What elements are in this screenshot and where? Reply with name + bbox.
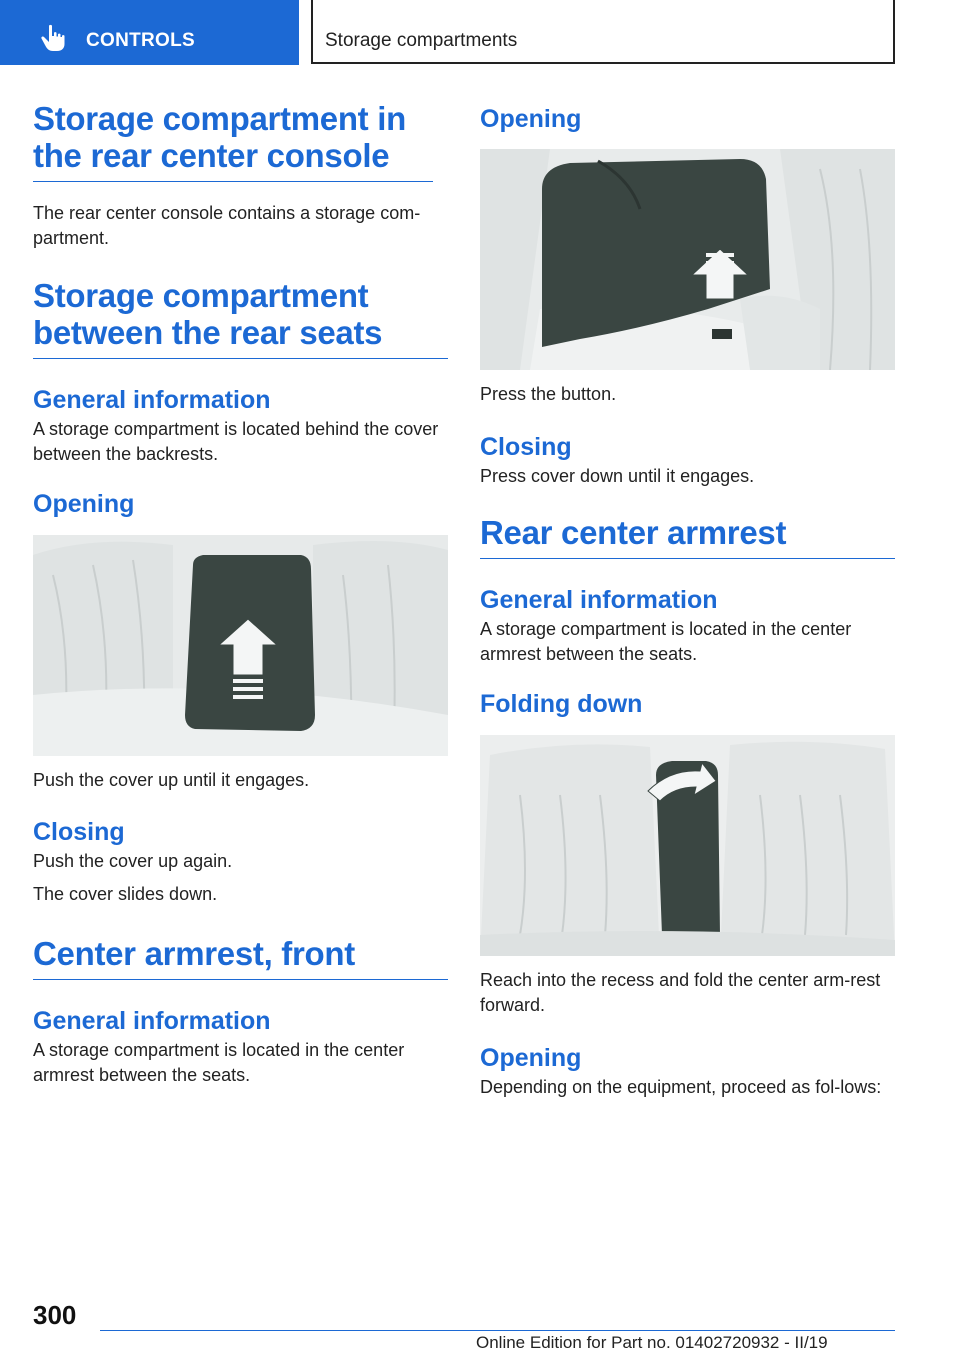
section-tab[interactable]: [0, 0, 299, 65]
text-press-button: Press the button.: [480, 384, 617, 404]
figure-cover-between-backrests: [33, 535, 448, 756]
page-number: 300: [33, 1300, 77, 1330]
heading-closing: Closing: [33, 818, 125, 846]
rear-armrest-illustration: [480, 735, 895, 956]
seat-cover-illustration: [33, 535, 448, 756]
text-rear-console: The rear center console contains a storage com-partment.: [33, 203, 421, 248]
figure-rear-console-button: [480, 149, 895, 370]
right-column: [480, 100, 895, 1100]
section-label: CONTROLS: [86, 30, 196, 51]
heading-general-information-3: General information: [480, 586, 718, 614]
heading-between-rear-seats: Storage compartment between the rear seats: [33, 277, 448, 359]
text-press-cover-down: Press cover down until it engages.: [480, 466, 755, 486]
console-lid-illustration: [480, 149, 895, 370]
heading-general-information-2: General information: [33, 1007, 271, 1035]
text-general-information: A storage compartment is located behind the cover between the backrests.: [33, 419, 439, 464]
text-depending-on-equipment: Depending on the equipment, proceed as fol-lows:: [480, 1077, 882, 1097]
heading-closing-2: Closing: [480, 433, 572, 461]
heading-folding-down: Folding down: [480, 690, 643, 718]
text-reach-into-recess: Reach into the recess and fold the center arm-rest forward.: [480, 970, 881, 1015]
heading-center-armrest-front: Center armrest, front: [33, 935, 448, 980]
hand-pointer-icon: [40, 24, 66, 52]
heading-opening-2: Opening: [480, 105, 582, 133]
heading-general-information: General information: [33, 386, 271, 414]
chapter-title: Storage compartments: [325, 30, 518, 51]
heading-rear-center-console: Storage compartment in the rear center console: [33, 100, 433, 182]
text-push-cover-up: Push the cover up until it engages.: [33, 770, 310, 790]
edition-note: Online Edition for Part no. 01402720932 - II/19: [476, 1333, 828, 1352]
heading-rear-center-armrest: Rear center armrest: [480, 514, 895, 559]
text-slides-down: The cover slides down.: [33, 884, 218, 904]
text-push-again: Push the cover up again.: [33, 851, 233, 871]
text-general-information-2: A storage compartment is located in the center armrest between the seats.: [33, 1040, 405, 1085]
figure-rear-armrest: [480, 735, 895, 956]
chapter-header: [311, 0, 895, 64]
heading-opening-3: Opening: [480, 1044, 582, 1072]
footer-divider: [100, 1330, 895, 1331]
heading-opening: Opening: [33, 490, 135, 518]
left-column: [33, 100, 448, 1088]
text-general-information-3: A storage compartment is located in the center armrest between the seats.: [480, 619, 852, 664]
